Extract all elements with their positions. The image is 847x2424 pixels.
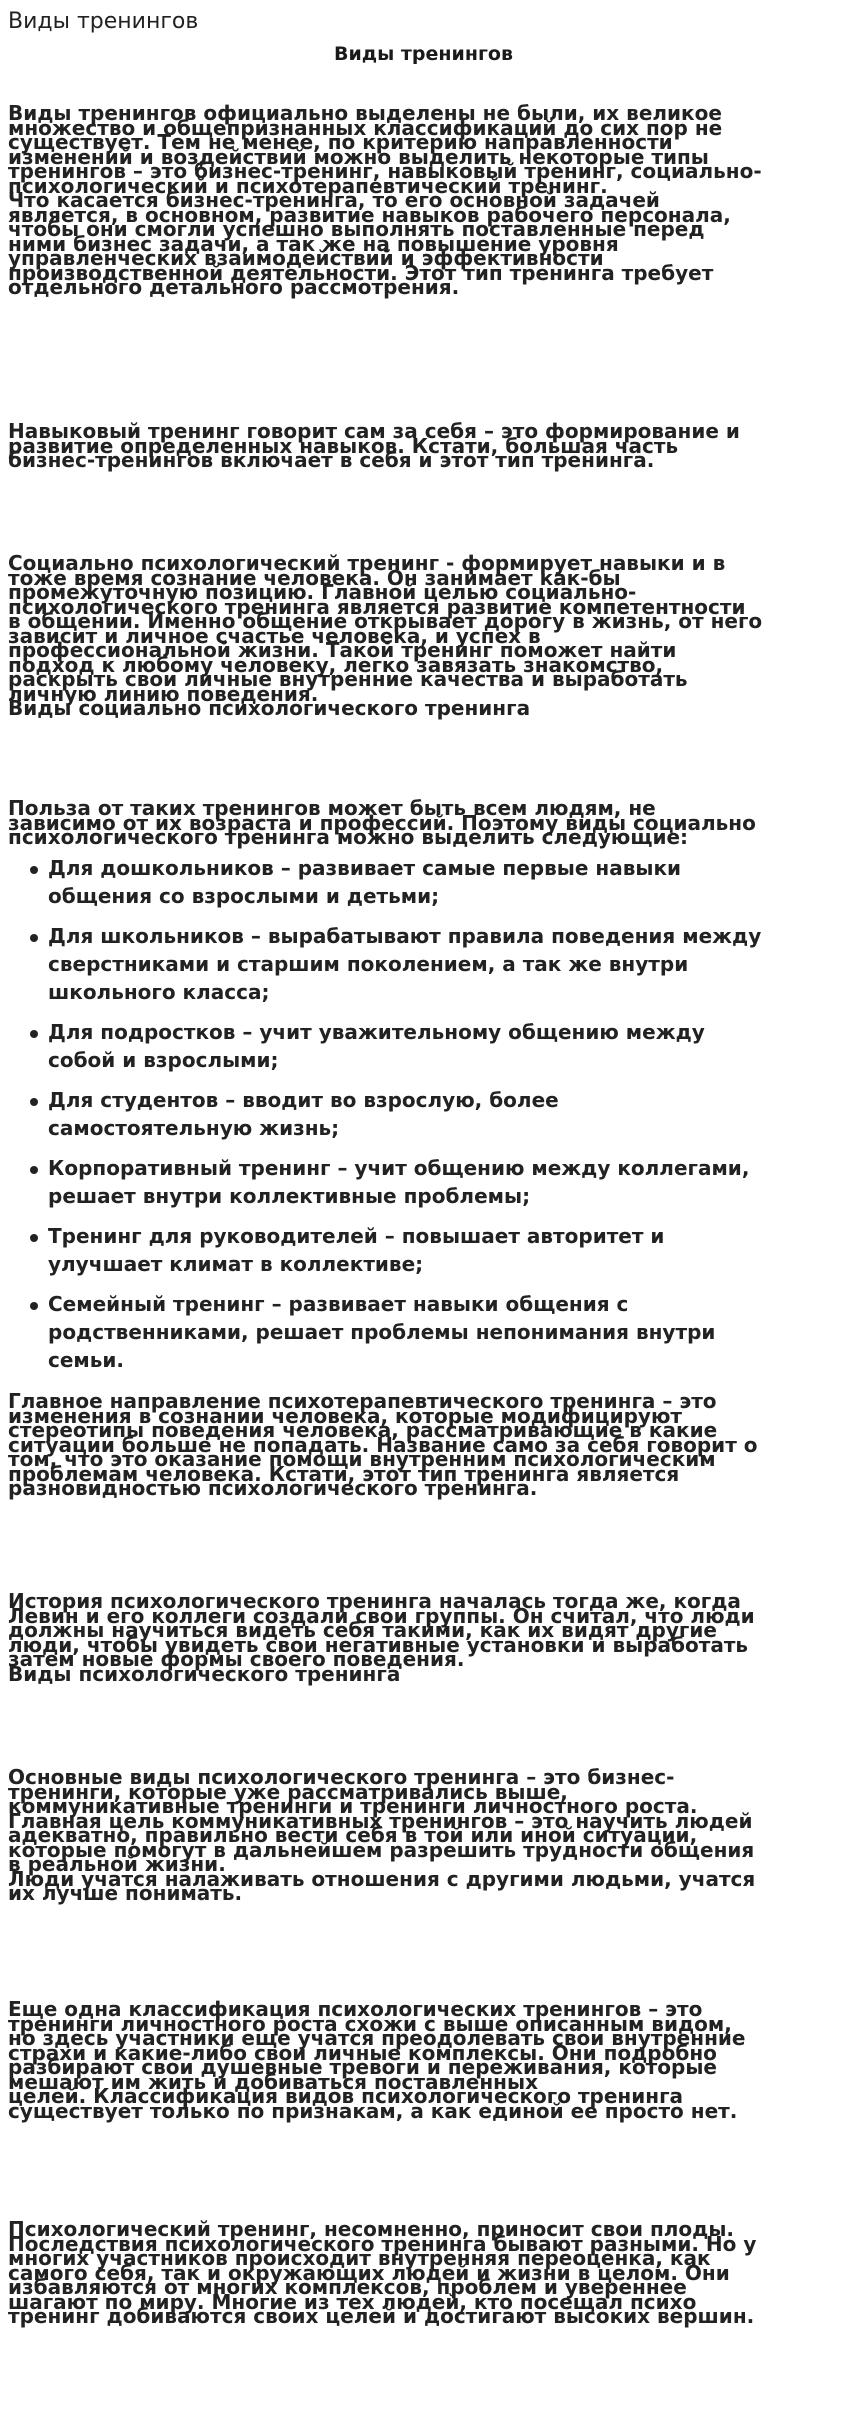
- main-types-paragraph: Основные виды психологического тренинга – это бизнес- тренинги, которые уже рассматривались выше, коммуникативные тренинги и тренинги личностного роста. Главная цель коммуникативных тренингов – это научить людей адекватно, правильно вести себя в той или иной ситуации, которые помогут в дальнейшем разрешить трудности общения в реальной жизни. Люди учатся налаживать отношения с другими людьми, учатся их лучше понимать.: [8, 1765, 756, 1905]
- list-item: [0, 1222, 840, 1278]
- benefits-paragraph: Польза от таких тренингов может быть всем людям, не зависимо от их возраста и профессий. Поэтому виды социально психологического тренинга можно выделить следующие:: [8, 796, 756, 849]
- list-item-text: Тренинг для руководителей – повышает авторитет и улучшает климат в коллективе;: [48, 1224, 665, 1276]
- bullet-icon: [30, 1166, 38, 1174]
- conclusion-paragraph: Психологический тренинг, несомненно, приносит свои плоды. Последствия психологического тренинга бывают разными. Но у многих участников происходит внутренняя переоценка, как самого себя, так и окружающих людей и жизни в целом. Они избавляются от многих комплексов, проблем и увереннее шагают по миру. Многие из тех людей, кто посещал психо тренинг добиваются своих целей и достигают высоких вершин.: [8, 2217, 757, 2328]
- personal-growth-paragraph: Еще одна классификация психологических тренингов – это тренинги личностного роста схожи с выше описанным видом, но здесь участники еще учатся преодолевать свои внутренние страхи и какие-либо свои личные комплексы. Они подробно разбирают свои душевные тревоги и переживания, которые мешают им жить и добиваться поставленных целей. Классификация видов психологического тренинга существует только по признакам, а как единой ее просто нет.: [8, 1997, 746, 2123]
- bullet-icon: [30, 934, 38, 942]
- list-item: [0, 922, 840, 1006]
- list-item: [0, 1018, 840, 1074]
- list-item-text: Для школьников – вырабатывают правила поведения между сверстниками и старшим поколением, а так же внутри школьного класса;: [48, 924, 762, 1004]
- skills-training-paragraph: Навыковый тренинг говорит сам за себя – это формирование и развитие определенных навыков. Кстати, большая часть бизнес-тренингов включает в себя и этот тип тренинга.: [8, 419, 740, 472]
- training-types-list: [0, 854, 840, 1374]
- page-title: Виды тренингов: [8, 9, 199, 34]
- bullet-icon: [30, 1302, 38, 1310]
- list-item-text: Для подростков – учит уважительному общению между собой и взрослыми;: [48, 1020, 705, 1072]
- list-item: [0, 1086, 840, 1142]
- history-paragraph: История психологического тренинга началась тогда же, когда Левин и его коллеги создали свои группы. Он считал, что люди должны научиться видеть себя такими, как их видят другие люди, чтобы увидеть свои негативные установки и выработать затем новые формы своего поведения. Виды психологического тренинга: [8, 1589, 755, 1686]
- list-item-text: Для дошкольников – развивает самые первые навыки общения со взрослыми и детьми;: [48, 856, 682, 908]
- intro-paragraph: Виды тренингов официально выделены не были, их великое множество и общепризнанных классификаций до сих пор не существует. Тем не менее, по критерию направленности изменений и воздействий можно выделить некоторые типы тренингов – это бизнес-тренинг, навыковый тренинг, социально- психологический и психотерапевтический тренинг. Что касается бизнес-тренинга, то его основной задачей является, в основном, развитие навыков рабочего персонала, чтобы они смогли успешно выполнять поставленные перед ними бизнес задачи, а так же на повышение уровня управленческих взаимодействий и эффективности производственной деятельности. Этот тип тренинга требует отдельного детального рассмотрения.: [8, 101, 762, 299]
- list-item-text: Для студентов – вводит во взрослую, более самостоятельную жизнь;: [48, 1088, 559, 1140]
- list-item: [0, 1154, 840, 1210]
- article-heading: Виды тренингов: [333, 43, 513, 65]
- bullet-icon: [30, 1030, 38, 1038]
- psychotherapy-training-paragraph: Главное направление психотерапевтического тренинга – это изменения в сознании человека, которые модифицируют стереотипы поведения человека, рассматривающие в какие ситуации больше не попадать. Название само за себя говорит о том, что это оказание помощи внутренним психологическим проблемам человека. Кстати, этот тип тренинга является разновидностью психологического тренинга.: [8, 1389, 758, 1500]
- list-item-text: Семейный тренинг – развивает навыки общения с родственниками, решает проблемы непонимания внутри семьи.: [48, 1292, 716, 1372]
- list-item: [0, 1290, 840, 1374]
- social-psych-training-paragraph: Социально психологический тренинг - формирует навыки и в тоже время сознание человека. Он занимает как-бы промежуточную позицию. Главной целью социально- психологического тренинга является развитие компетентности в общении. Именно общение открывает дорогу в жизнь, от него зависит и личное счастье человека, и успех в профессиональной жизни. Такой тренинг поможет найти подход к любому человеку, легко завязать знакомство, раскрыть свои личные внутренние качества и выработать личную линию поведения. Виды социально психологического тренинга: [8, 551, 763, 720]
- list-item-text: Корпоративный тренинг – учит общению между коллегами, решает внутри коллективные проблемы;: [48, 1156, 750, 1208]
- list-item: [0, 854, 840, 910]
- bullet-icon: [30, 1098, 38, 1106]
- bullet-icon: [30, 866, 38, 874]
- bullet-icon: [30, 1234, 38, 1242]
